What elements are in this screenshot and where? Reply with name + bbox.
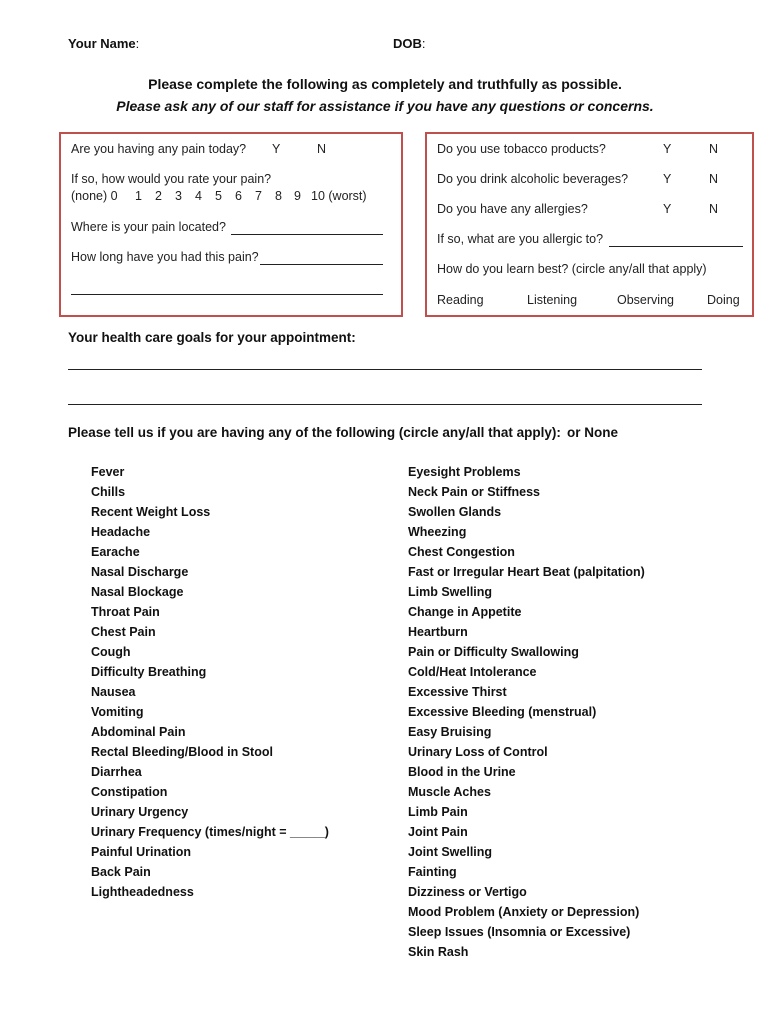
pain-scale-5[interactable]: 5 (215, 189, 222, 203)
symptom-chest-congestion[interactable]: Chest Congestion (408, 545, 515, 559)
symptom-excessive-thirst[interactable]: Excessive Thirst (408, 685, 507, 699)
symptom-throat-pain[interactable]: Throat Pain (91, 605, 160, 619)
name-field-label: Your Name: (68, 36, 140, 51)
symptom-constipation[interactable]: Constipation (91, 785, 168, 799)
symptom-chest-pain[interactable]: Chest Pain (91, 625, 156, 639)
symptom-blood-in-the-urine[interactable]: Blood in the Urine (408, 765, 516, 779)
symptom-urinary-frequency-times-night[interactable]: Urinary Frequency (times/night = _____) (91, 825, 329, 839)
pain-scale-8[interactable]: 8 (275, 189, 282, 203)
symptom-neck-pain-or-stiffness[interactable]: Neck Pain or Stiffness (408, 485, 540, 499)
pain-location-question: Where is your pain located? (71, 220, 226, 234)
pain-scale-1[interactable]: 1 (135, 189, 142, 203)
symptom-vomiting[interactable]: Vomiting (91, 705, 144, 719)
symptom-urinary-urgency[interactable]: Urinary Urgency (91, 805, 189, 819)
symptom-sleep-issues-insomnia-or-excessive[interactable]: Sleep Issues (Insomnia or Excessive) (408, 925, 631, 939)
alcohol-no[interactable]: N (709, 172, 719, 186)
pain-today-question: Are you having any pain today? (71, 142, 247, 156)
tobacco-no[interactable]: N (709, 142, 719, 156)
symptom-abdominal-pain[interactable]: Abdominal Pain (91, 725, 186, 739)
symptom-rectal-bleeding-blood-in-stool[interactable]: Rectal Bleeding/Blood in Stool (91, 745, 273, 759)
goals-title: Your health care goals for your appointment: (68, 330, 356, 345)
intro-line-2: Please ask any of our staff for assistance if you have any questions or concerns. (116, 98, 654, 114)
tobacco-yes[interactable]: Y (663, 142, 672, 156)
pain-today-no[interactable]: N (317, 142, 327, 156)
pain-extra-line[interactable] (71, 294, 383, 295)
intro-line-1: Please complete the following as completely and truthfully as possible. (148, 76, 622, 92)
symptom-wheezing[interactable]: Wheezing (408, 525, 467, 539)
goals-line-1[interactable] (68, 369, 702, 370)
symptom-cold-heat-intolerance[interactable]: Cold/Heat Intolerance (408, 665, 537, 679)
learn-option-reading[interactable]: Reading (437, 293, 484, 307)
alcohol-yes[interactable]: Y (663, 172, 672, 186)
pain-scale-end[interactable]: 10 (worst) (311, 189, 367, 203)
symptom-dizziness-or-vertigo[interactable]: Dizziness or Vertigo (408, 885, 527, 899)
pain-today-yes[interactable]: Y (272, 142, 281, 156)
alcohol-question: Do you drink alcoholic beverages? (437, 172, 629, 186)
allergies-no[interactable]: N (709, 202, 719, 216)
symptoms-title: Please tell us if you are having any of the following (circle any/all that apply): (68, 425, 561, 440)
symptom-pain-or-difficulty-swallowing[interactable]: Pain or Difficulty Swallowing (408, 645, 579, 659)
pain-scale-3[interactable]: 3 (175, 189, 182, 203)
symptom-joint-pain[interactable]: Joint Pain (408, 825, 468, 839)
learn-option-listening[interactable]: Listening (527, 293, 578, 307)
symptom-muscle-aches[interactable]: Muscle Aches (408, 785, 491, 799)
symptom-earache[interactable]: Earache (91, 545, 140, 559)
pain-scale-7[interactable]: 7 (255, 189, 262, 203)
symptom-diarrhea[interactable]: Diarrhea (91, 765, 142, 779)
dob-field-label: DOB: (393, 36, 426, 51)
symptoms-right-column (408, 462, 645, 962)
pain-questions-box (59, 132, 403, 317)
pain-location-line[interactable] (231, 234, 383, 235)
symptom-urinary-loss-of-control[interactable]: Urinary Loss of Control (408, 745, 548, 759)
learn-option-doing[interactable]: Doing (707, 293, 740, 307)
symptoms-none-option[interactable]: or None (567, 425, 619, 440)
symptom-painful-urination[interactable]: Painful Urination (91, 845, 191, 859)
allergies-yes[interactable]: Y (663, 202, 672, 216)
allergic-to-line[interactable] (609, 246, 743, 247)
symptom-limb-swelling[interactable]: Limb Swelling (408, 585, 493, 599)
pain-scale-6[interactable]: 6 (235, 189, 242, 203)
pain-rating-question: If so, how would you rate your pain? (71, 172, 272, 186)
pain-duration-question: How long have you had this pain? (71, 250, 259, 264)
symptom-chills[interactable]: Chills (91, 485, 126, 499)
pain-scale-4[interactable]: 4 (195, 189, 202, 203)
symptom-fever[interactable]: Fever (91, 465, 125, 479)
symptom-nasal-blockage[interactable]: Nasal Blockage (91, 585, 184, 599)
allergic-to-question: If so, what are you allergic to? (437, 232, 604, 246)
goals-line-2[interactable] (68, 404, 702, 405)
symptom-fainting[interactable]: Fainting (408, 865, 457, 879)
symptom-heartburn[interactable]: Heartburn (408, 625, 468, 639)
symptom-back-pain[interactable]: Back Pain (91, 865, 151, 879)
lifestyle-questions-box (425, 132, 754, 317)
pain-scale-9[interactable]: 9 (294, 189, 301, 203)
learn-option-observing[interactable]: Observing (617, 293, 674, 307)
symptom-swollen-glands[interactable]: Swollen Glands (408, 505, 502, 519)
symptom-excessive-bleeding-menstrual[interactable]: Excessive Bleeding (menstrual) (408, 705, 597, 719)
symptom-lightheadedness[interactable]: Lightheadedness (91, 885, 194, 899)
symptoms-left-column (91, 462, 329, 902)
symptom-headache[interactable]: Headache (91, 525, 151, 539)
symptom-fast-or-irregular-heart-beat-palpitation[interactable]: Fast or Irregular Heart Beat (palpitation) (408, 565, 645, 579)
symptom-recent-weight-loss[interactable]: Recent Weight Loss (91, 505, 211, 519)
symptom-change-in-appetite[interactable]: Change in Appetite (408, 605, 522, 619)
symptom-mood-problem-anxiety-or-depression[interactable]: Mood Problem (Anxiety or Depression) (408, 905, 640, 919)
pain-duration-line[interactable] (260, 264, 383, 265)
symptom-joint-swelling[interactable]: Joint Swelling (408, 845, 493, 859)
tobacco-question: Do you use tobacco products? (437, 142, 606, 156)
allergies-question: Do you have any allergies? (437, 202, 588, 216)
symptom-cough[interactable]: Cough (91, 645, 131, 659)
symptom-easy-bruising[interactable]: Easy Bruising (408, 725, 492, 739)
symptom-difficulty-breathing[interactable]: Difficulty Breathing (91, 665, 207, 679)
symptom-nausea[interactable]: Nausea (91, 685, 136, 699)
symptom-nasal-discharge[interactable]: Nasal Discharge (91, 565, 189, 579)
pain-scale-2[interactable]: 2 (155, 189, 162, 203)
symptom-limb-pain[interactable]: Limb Pain (408, 805, 468, 819)
pain-scale-start[interactable]: (none) 0 (71, 189, 118, 203)
symptom-skin-rash[interactable]: Skin Rash (408, 945, 469, 959)
symptom-eyesight-problems[interactable]: Eyesight Problems (408, 465, 521, 479)
learning-question: How do you learn best? (circle any/all that apply) (437, 262, 707, 276)
